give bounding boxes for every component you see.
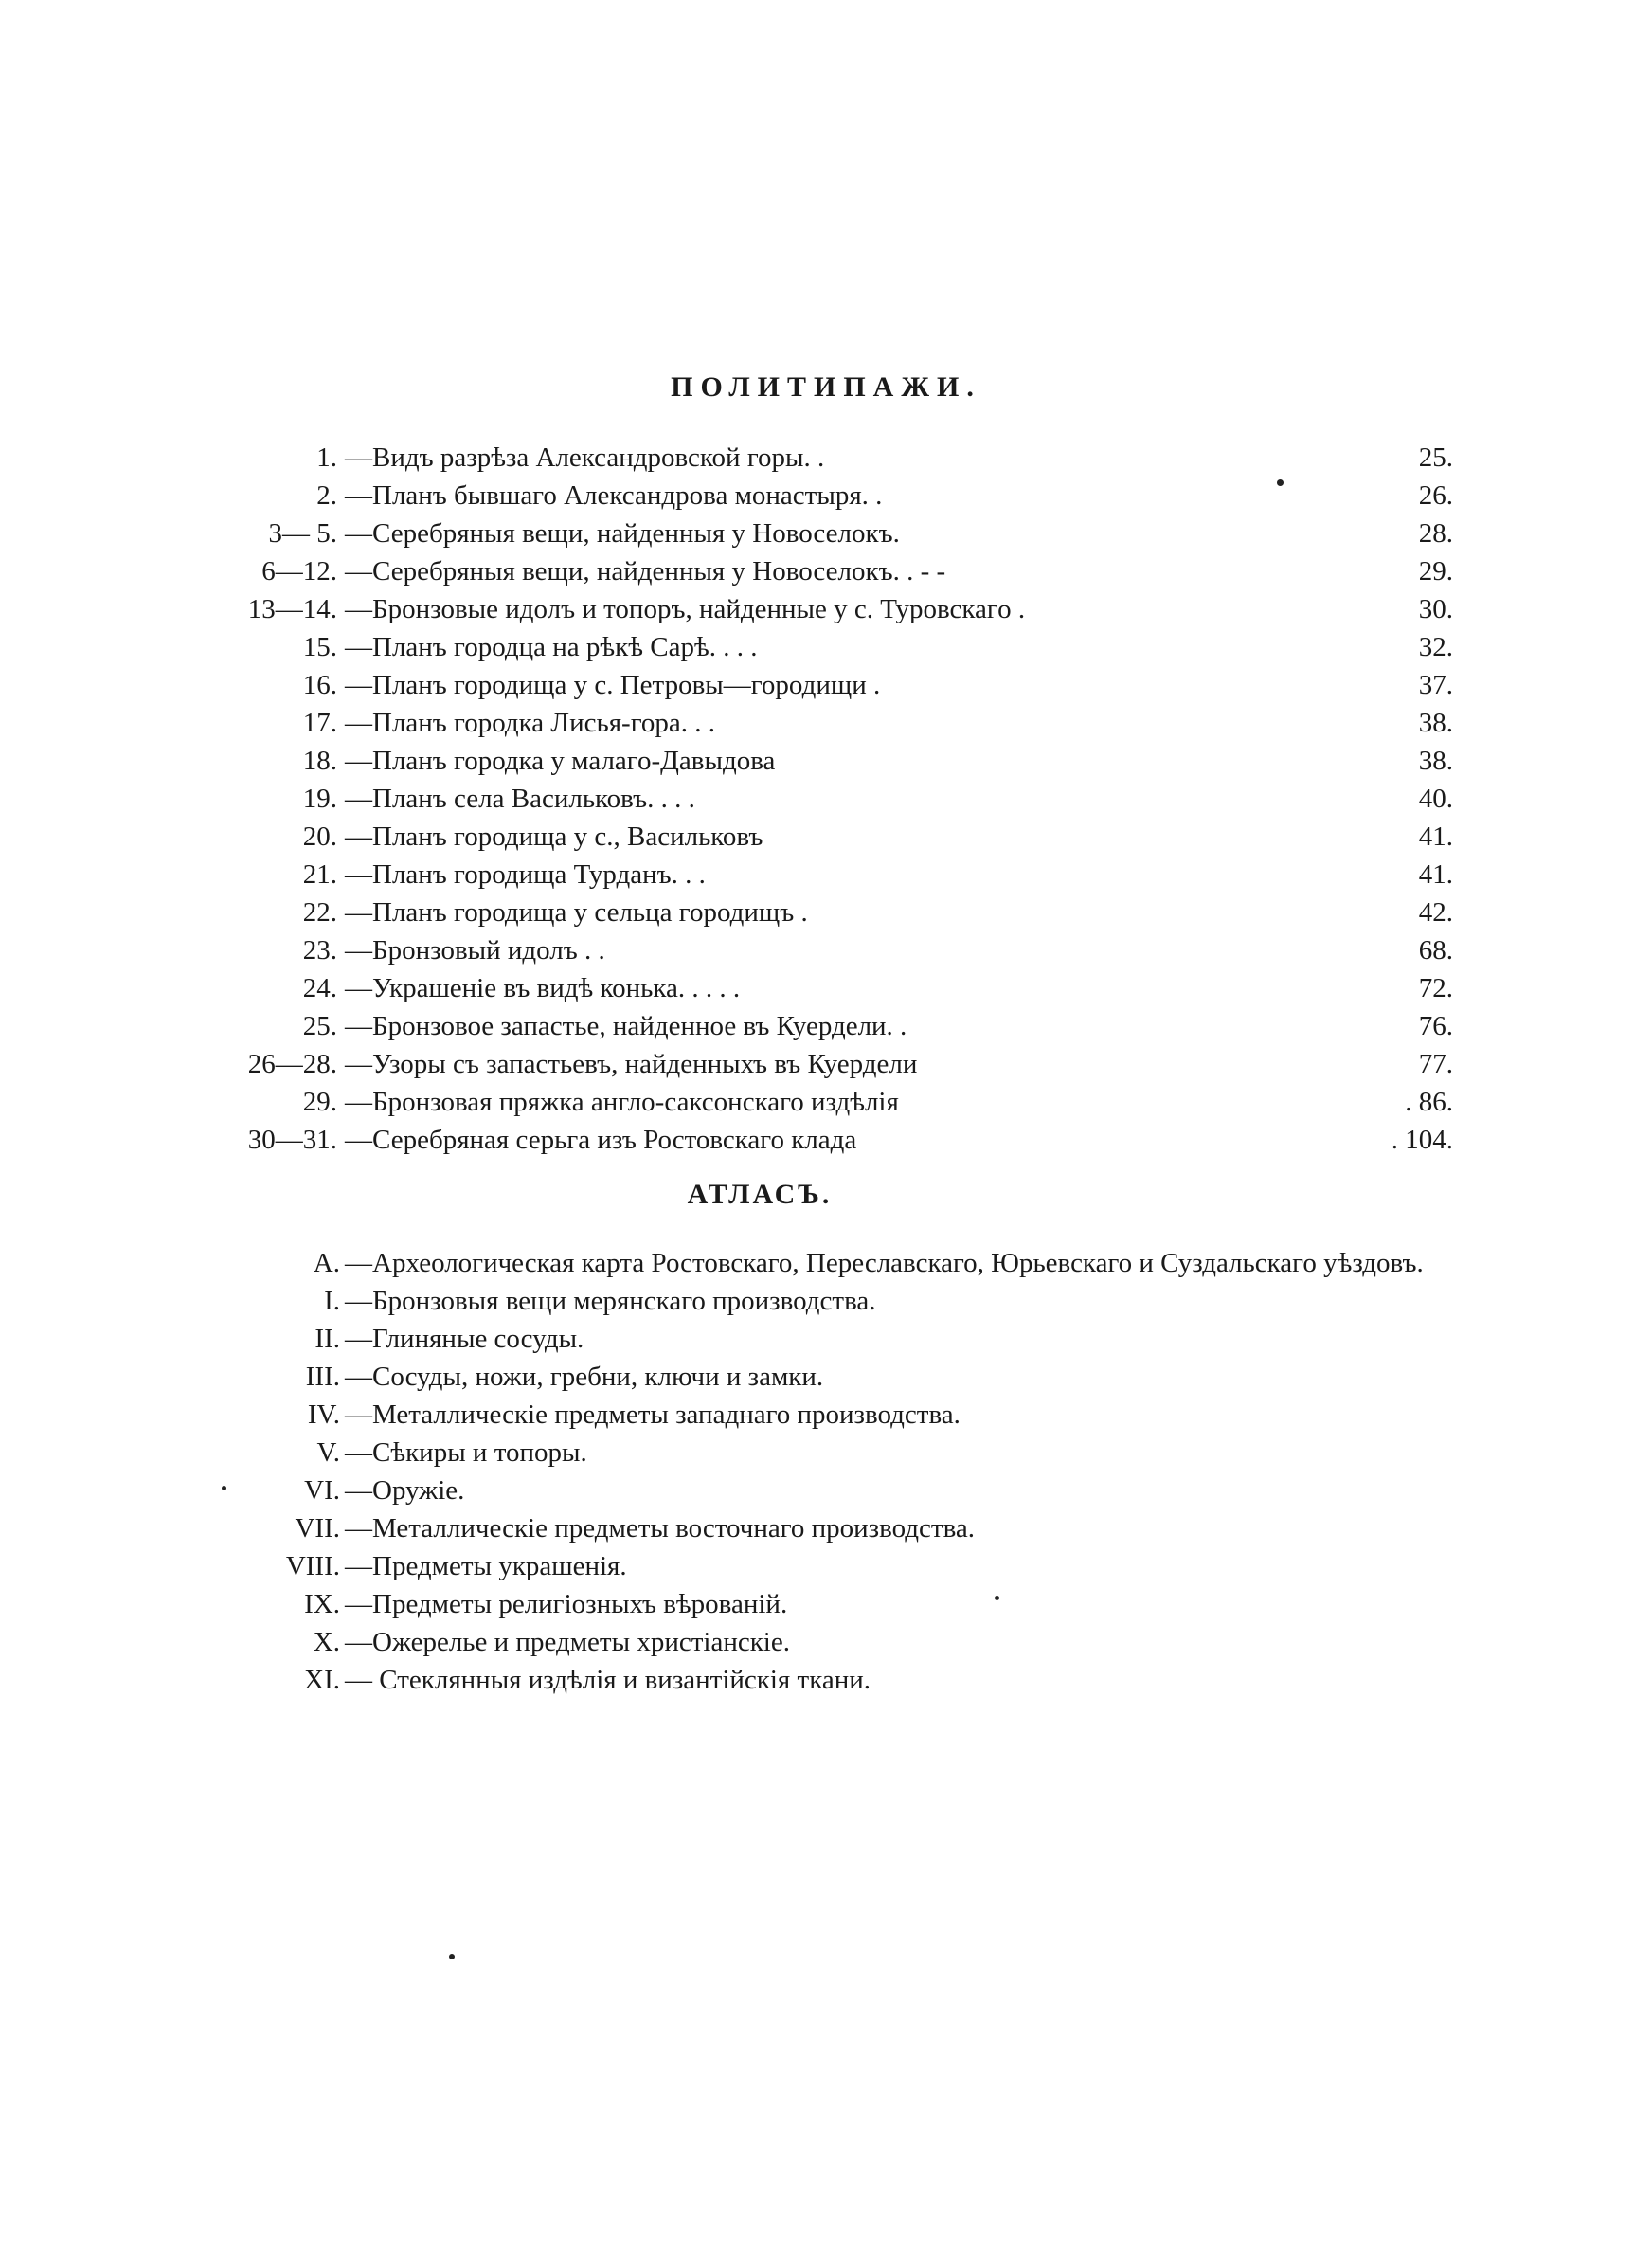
list-item (0, 1510, 1652, 1546)
plate-title: —Археологическая карта Ростовскаго, Переславскаго, Юрьевскаго и Суздальскаго уѣздовъ. (345, 1248, 1424, 1278)
entry-number: 3— 5. (268, 518, 337, 549)
entry-page: 72. (1418, 973, 1453, 1003)
plate-title: — Стеклянныя издѣлія и византійскія ткани. (345, 1665, 871, 1695)
plate-title: —Предметы украшенія. (345, 1551, 627, 1581)
plate-number: IX. (304, 1589, 340, 1619)
list-item (0, 1046, 1652, 1082)
entry-title: —Планъ городища у с. Петровы—городищи . (345, 670, 881, 700)
entry-title: —Видъ разрѣза Александровской горы. . (345, 442, 825, 473)
list-item (0, 478, 1652, 514)
entry-title: —Планъ городища у с., Васильковъ (345, 822, 763, 852)
entry-page: 26. (1418, 480, 1453, 511)
list-item (0, 1122, 1652, 1158)
entry-title: —Планъ городка Лисья-гора. . . (345, 708, 715, 738)
entry-number: 1. (316, 442, 337, 473)
plate-number: VI. (304, 1475, 340, 1506)
entry-number: 25. (302, 1011, 337, 1041)
entry-title: —Планъ села Васильковъ. . . . (345, 784, 695, 814)
entry-title: —Планъ городища Турданъ. . . (345, 859, 706, 890)
plate-number: VII. (295, 1513, 340, 1544)
entry-page: 68. (1418, 935, 1453, 966)
ink-speck (1277, 479, 1284, 486)
plate-number: I. (324, 1286, 340, 1316)
entry-page: . 104. (1391, 1125, 1453, 1155)
list-item (0, 1586, 1652, 1622)
list-item (0, 1283, 1652, 1319)
list-item (0, 1359, 1652, 1395)
plate-number: III. (305, 1362, 340, 1392)
list-item (0, 857, 1652, 893)
list-item (0, 1008, 1652, 1044)
entry-number: 26—28. (247, 1049, 337, 1079)
list-item (0, 1245, 1652, 1281)
entry-title: —Бронзовое запастье, найденное въ Куердели. . (345, 1011, 907, 1041)
entry-title: —Бронзовый идолъ . . (345, 935, 605, 966)
entry-title: —Планъ городца на рѣкѣ Сарѣ. . . . (345, 632, 758, 662)
entry-title: —Серебряныя вещи, найденныя у Новоселокъ. . - - (345, 556, 946, 587)
plate-number: IV. (307, 1399, 340, 1430)
entry-page: 76. (1418, 1011, 1453, 1041)
plate-title: —Металлическіе предметы западнаго производства. (345, 1399, 961, 1430)
entry-title: —Серебряныя вещи, найденныя у Новоселокъ. (345, 518, 900, 549)
entry-page: 38. (1418, 708, 1453, 738)
list-item (0, 1624, 1652, 1660)
entry-title: —Серебряная серьга изъ Ростовскаго клада (345, 1125, 857, 1155)
list-item (0, 705, 1652, 741)
ink-speck (449, 1954, 455, 1959)
plate-title: —Металлическіе предметы восточнаго производства. (345, 1513, 976, 1544)
plate-title: —Сосуды, ножи, гребни, ключи и замки. (345, 1362, 824, 1392)
list-item (0, 970, 1652, 1006)
list-item (0, 1397, 1652, 1433)
entry-page: 77. (1418, 1049, 1453, 1079)
entry-page: 30. (1418, 594, 1453, 624)
list-item (0, 1321, 1652, 1357)
entry-number: 18. (302, 746, 337, 776)
entry-title: —Украшеніе въ видѣ конька. . . . . (345, 973, 741, 1003)
entry-number: 2. (316, 480, 337, 511)
entry-page: 41. (1418, 822, 1453, 852)
entry-page: 28. (1418, 518, 1453, 549)
entry-number: 23. (302, 935, 337, 966)
list-item (0, 553, 1652, 589)
list-item (0, 894, 1652, 930)
plate-title: —Глиняные сосуды. (345, 1324, 584, 1354)
plate-title: —Ожерелье и предметы христіанскіе. (345, 1627, 790, 1657)
entry-number: 29. (302, 1087, 337, 1117)
entry-number: 21. (302, 859, 337, 890)
list-item (0, 629, 1652, 665)
list-item (0, 781, 1652, 817)
plate-title: —Сѣкиры и топоры. (345, 1437, 587, 1468)
entry-page: 29. (1418, 556, 1453, 587)
list-item (0, 1435, 1652, 1471)
entry-page: 40. (1418, 784, 1453, 814)
list-item (0, 1548, 1652, 1584)
entry-number: 16. (302, 670, 337, 700)
entry-number: 13—14. (247, 594, 337, 624)
entry-title: —Бронзовые идолъ и топоръ, найденные у с. Туровскаго . (345, 594, 1026, 624)
entry-page: 42. (1418, 897, 1453, 928)
entry-page: 32. (1418, 632, 1453, 662)
list-item (0, 932, 1652, 968)
entry-page: 41. (1418, 859, 1453, 890)
entry-number: 6—12. (261, 556, 337, 587)
entry-number: 30—31. (247, 1125, 337, 1155)
entry-page: 37. (1418, 670, 1453, 700)
entry-title: —Планъ бывшаго Александрова монастыря. . (345, 480, 883, 511)
entry-number: 15. (302, 632, 337, 662)
entry-number: 22. (302, 897, 337, 928)
list-item (0, 1662, 1652, 1698)
entry-number: 20. (302, 822, 337, 852)
entry-title: —Узоры съ запастьевъ, найденныхъ въ Куердели (345, 1049, 918, 1079)
list-item (0, 743, 1652, 779)
plate-number: VIII. (285, 1551, 340, 1581)
plate-title: —Бронзовыя вещи мерянскаго производства. (345, 1286, 876, 1316)
entry-number: 24. (302, 973, 337, 1003)
plate-number: V. (316, 1437, 340, 1468)
section-heading-politipazhi: ПОЛИТИПАЖИ. (671, 371, 981, 403)
plate-number: II. (314, 1324, 340, 1354)
entry-title: —Планъ городища у сельца городищъ . (345, 897, 808, 928)
list-item (0, 819, 1652, 855)
plate-title: —Предметы религіозныхъ вѣрованій. (345, 1589, 788, 1619)
section-heading-atlas: АТЛАСЪ. (687, 1179, 833, 1210)
plate-title: —Оружіе. (345, 1475, 465, 1506)
plate-number: XI. (304, 1665, 340, 1695)
entry-title: —Планъ городка у малаго-Давыдова (345, 746, 776, 776)
entry-page: 38. (1418, 746, 1453, 776)
plate-number: X. (313, 1627, 340, 1657)
plate-number: А. (313, 1248, 340, 1278)
list-item (0, 591, 1652, 627)
entry-page: 25. (1418, 442, 1453, 473)
list-item (0, 440, 1652, 476)
entry-number: 19. (302, 784, 337, 814)
entry-page: . 86. (1405, 1087, 1453, 1117)
ink-speck (995, 1596, 999, 1600)
list-item (0, 667, 1652, 703)
list-item (0, 1084, 1652, 1120)
entry-title: —Бронзовая пряжка англо-саксонскаго издѣлія (345, 1087, 899, 1117)
list-item (0, 1472, 1652, 1508)
ink-speck (222, 1486, 226, 1490)
list-item (0, 515, 1652, 551)
entry-number: 17. (302, 708, 337, 738)
